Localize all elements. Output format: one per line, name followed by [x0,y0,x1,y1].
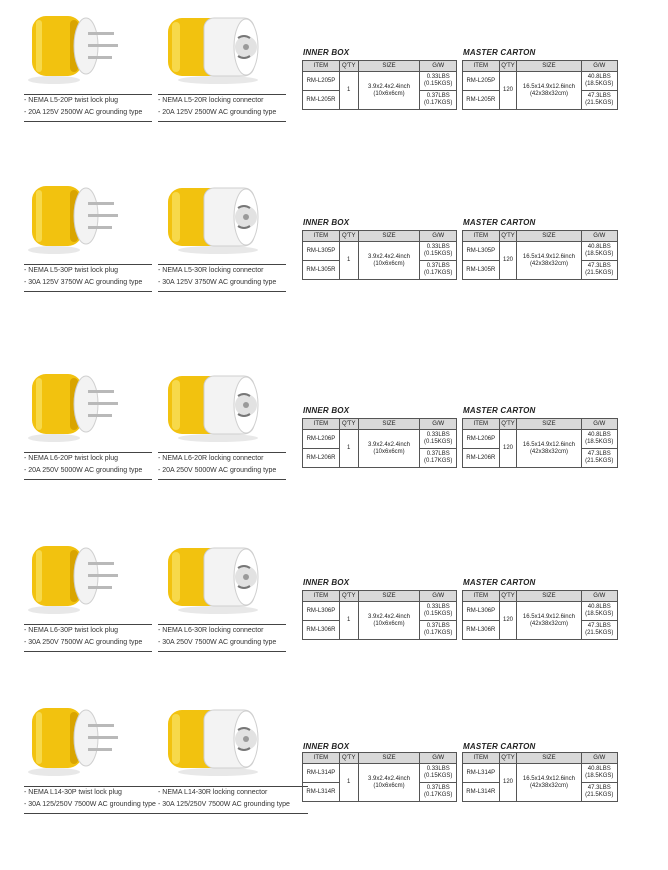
connector-image [158,8,288,88]
col-qty: Q'TY [339,591,358,602]
connector-line-1: - NEMA L6-20R locking connector [158,455,264,462]
col-item: ITEM [463,61,500,72]
item-cell: RM-L305R [303,261,340,280]
size-cell: 16.5x14.9x12.6inch (42x38x32cm) [517,242,581,280]
plug-caption [24,262,152,292]
connector-line-1: - NEMA L5-20R locking connector [158,97,264,104]
col-size: SIZE [517,61,581,72]
size-cell: 3.9x2.4x2.4inch (10x6x6cm) [358,242,420,280]
connector-line-1: - NEMA L6-30R locking connector [158,627,264,634]
item-cell: RM-L305R [463,261,500,280]
size-cell: 16.5x14.9x12.6inch (42x38x32cm) [517,430,581,468]
col-gw: G/W [420,419,457,430]
master-carton-title: MASTER CARTON [463,406,536,415]
item-cell: RM-L305P [463,242,500,261]
plug-line-1: - NEMA L5-30P twist lock plug [24,267,119,274]
inner-box-title: INNER BOX [303,406,350,415]
connector-image [158,700,288,780]
master-carton-table [462,752,618,802]
col-gw: G/W [420,61,457,72]
item-cell: RM-L306R [463,621,500,640]
connector-line-2: - 20A 250V 5000W AC grounding type [158,467,277,474]
qty-cell: 120 [499,430,517,468]
plug-caption [24,92,152,122]
col-qty: Q'TY [499,591,517,602]
master-carton-table [462,590,618,640]
plug-line-1: - NEMA L6-30P twist lock plug [24,627,119,634]
plug-caption [24,622,152,652]
inner-box-table [302,418,457,468]
connector-line-2: - 30A 125V 3750W AC grounding type [158,279,277,286]
product-section [0,178,668,348]
col-size: SIZE [517,419,581,430]
gw-cell: 0.37LBS (0.17KGS) [420,91,457,110]
size-cell: 3.9x2.4x2.4inch (10x6x6cm) [358,602,420,640]
connector-caption [158,784,308,814]
qty-cell: 120 [499,602,517,640]
plug-image [24,366,154,446]
col-gw: G/W [420,591,457,602]
inner-box-title: INNER BOX [303,48,350,57]
item-cell: RM-L205P [303,72,340,91]
col-gw: G/W [581,591,617,602]
connector-line-2: - 20A 125V 2500W AC grounding type [158,109,277,116]
col-item: ITEM [463,231,500,242]
col-size: SIZE [358,591,420,602]
item-cell: RM-L314R [303,783,340,802]
col-qty: Q'TY [339,419,358,430]
gw-cell: 0.37LBS (0.17KGS) [420,261,457,280]
col-item: ITEM [463,753,500,764]
item-cell: RM-L206P [463,430,500,449]
item-cell: RM-L206R [463,449,500,468]
plug-line-1: - NEMA L6-20P twist lock plug [24,455,119,462]
col-gw: G/W [420,753,457,764]
master-carton-title: MASTER CARTON [463,742,536,751]
inner-box-title: INNER BOX [303,218,350,227]
col-gw: G/W [581,419,617,430]
item-cell: RM-L314R [463,783,500,802]
connector-caption [158,450,286,480]
item-cell: RM-L206P [303,430,340,449]
plug-caption [24,450,152,480]
item-cell: RM-L205R [303,91,340,110]
gw-cell: 40.8LBS (18.5KGS) [581,764,617,783]
col-item: ITEM [303,419,340,430]
plug-image [24,178,154,258]
inner-box-table [302,60,457,110]
col-size: SIZE [358,753,420,764]
qty-cell: 1 [339,242,358,280]
connector-line-1: - NEMA L14-30R locking connector [158,789,268,796]
size-cell: 3.9x2.4x2.4inch (10x6x6cm) [358,764,420,802]
connector-line-2: - 30A 125/250V 7500W AC grounding type [158,801,290,808]
plug-line-2: - 30A 250V 7500W AC grounding type [24,639,143,646]
connector-caption [158,262,286,292]
size-cell: 3.9x2.4x2.4inch (10x6x6cm) [358,72,420,110]
plug-image [24,538,154,618]
gw-cell: 40.8LBS (18.5KGS) [581,72,617,91]
gw-cell: 0.37LBS (0.17KGS) [420,621,457,640]
plug-line-1: - NEMA L14-30P twist lock plug [24,789,122,796]
qty-cell: 1 [339,72,358,110]
master-carton-table [462,230,618,280]
inner-box-title: INNER BOX [303,578,350,587]
gw-cell: 40.8LBS (18.5KGS) [581,242,617,261]
gw-cell: 0.33LBS (0.15KGS) [420,72,457,91]
item-cell: RM-L205P [463,72,500,91]
size-cell: 16.5x14.9x12.6inch (42x38x32cm) [517,602,581,640]
col-size: SIZE [517,231,581,242]
plug-line-1: - NEMA L5-20P twist lock plug [24,97,119,104]
inner-box-title: INNER BOX [303,742,350,751]
col-gw: G/W [581,231,617,242]
inner-box-table [302,752,457,802]
gw-cell: 47.3LBS (21.5KGS) [581,91,617,110]
gw-cell: 47.3LBS (21.5KGS) [581,261,617,280]
qty-cell: 120 [499,72,517,110]
plug-image [24,8,154,88]
item-cell: RM-L306P [303,602,340,621]
connector-caption [158,92,286,122]
col-qty: Q'TY [499,753,517,764]
col-size: SIZE [358,231,420,242]
plug-line-2: - 20A 125V 2500W AC grounding type [24,109,143,116]
col-item: ITEM [303,591,340,602]
master-carton-table [462,60,618,110]
col-size: SIZE [517,753,581,764]
gw-cell: 0.33LBS (0.15KGS) [420,764,457,783]
connector-line-2: - 30A 250V 7500W AC grounding type [158,639,277,646]
col-qty: Q'TY [499,419,517,430]
gw-cell: 40.8LBS (18.5KGS) [581,430,617,449]
col-item: ITEM [303,231,340,242]
plug-line-2: - 30A 125/250V 7500W AC grounding type [24,801,156,808]
qty-cell: 120 [499,764,517,802]
col-qty: Q'TY [339,231,358,242]
master-carton-title: MASTER CARTON [463,218,536,227]
connector-caption [158,622,286,652]
master-carton-table [462,418,618,468]
connector-line-1: - NEMA L5-30R locking connector [158,267,264,274]
master-carton-title: MASTER CARTON [463,578,536,587]
size-cell: 16.5x14.9x12.6inch (42x38x32cm) [517,72,581,110]
col-item: ITEM [463,419,500,430]
master-carton-title: MASTER CARTON [463,48,536,57]
item-cell: RM-L306P [463,602,500,621]
gw-cell: 0.37LBS (0.17KGS) [420,449,457,468]
connector-image [158,366,288,446]
col-qty: Q'TY [339,753,358,764]
qty-cell: 1 [339,764,358,802]
item-cell: RM-L306R [303,621,340,640]
qty-cell: 1 [339,602,358,640]
product-section [0,366,668,536]
size-cell: 16.5x14.9x12.6inch (42x38x32cm) [517,764,581,802]
col-qty: Q'TY [499,61,517,72]
col-gw: G/W [420,231,457,242]
item-cell: RM-L314P [463,764,500,783]
product-section [0,8,668,178]
inner-box-table [302,230,457,280]
size-cell: 3.9x2.4x2.4inch (10x6x6cm) [358,430,420,468]
qty-cell: 1 [339,430,358,468]
col-qty: Q'TY [339,61,358,72]
gw-cell: 47.3LBS (21.5KGS) [581,449,617,468]
item-cell: RM-L314P [303,764,340,783]
plug-caption [24,784,174,814]
gw-cell: 40.8LBS (18.5KGS) [581,602,617,621]
col-size: SIZE [358,419,420,430]
plug-image [24,700,154,780]
col-size: SIZE [517,591,581,602]
col-item: ITEM [303,753,340,764]
item-cell: RM-L305P [303,242,340,261]
connector-image [158,178,288,258]
inner-box-table [302,590,457,640]
col-item: ITEM [303,61,340,72]
gw-cell: 0.37LBS (0.17KGS) [420,783,457,802]
col-item: ITEM [463,591,500,602]
gw-cell: 47.3LBS (21.5KGS) [581,621,617,640]
plug-line-2: - 20A 250V 5000W AC grounding type [24,467,143,474]
connector-image [158,538,288,618]
col-size: SIZE [358,61,420,72]
qty-cell: 120 [499,242,517,280]
item-cell: RM-L205R [463,91,500,110]
col-gw: G/W [581,61,617,72]
product-section [0,538,668,708]
item-cell: RM-L206R [303,449,340,468]
gw-cell: 0.33LBS (0.15KGS) [420,602,457,621]
gw-cell: 0.33LBS (0.15KGS) [420,430,457,449]
col-gw: G/W [581,753,617,764]
gw-cell: 47.3LBS (21.5KGS) [581,783,617,802]
col-qty: Q'TY [499,231,517,242]
gw-cell: 0.33LBS (0.15KGS) [420,242,457,261]
plug-line-2: - 30A 125V 3750W AC grounding type [24,279,143,286]
